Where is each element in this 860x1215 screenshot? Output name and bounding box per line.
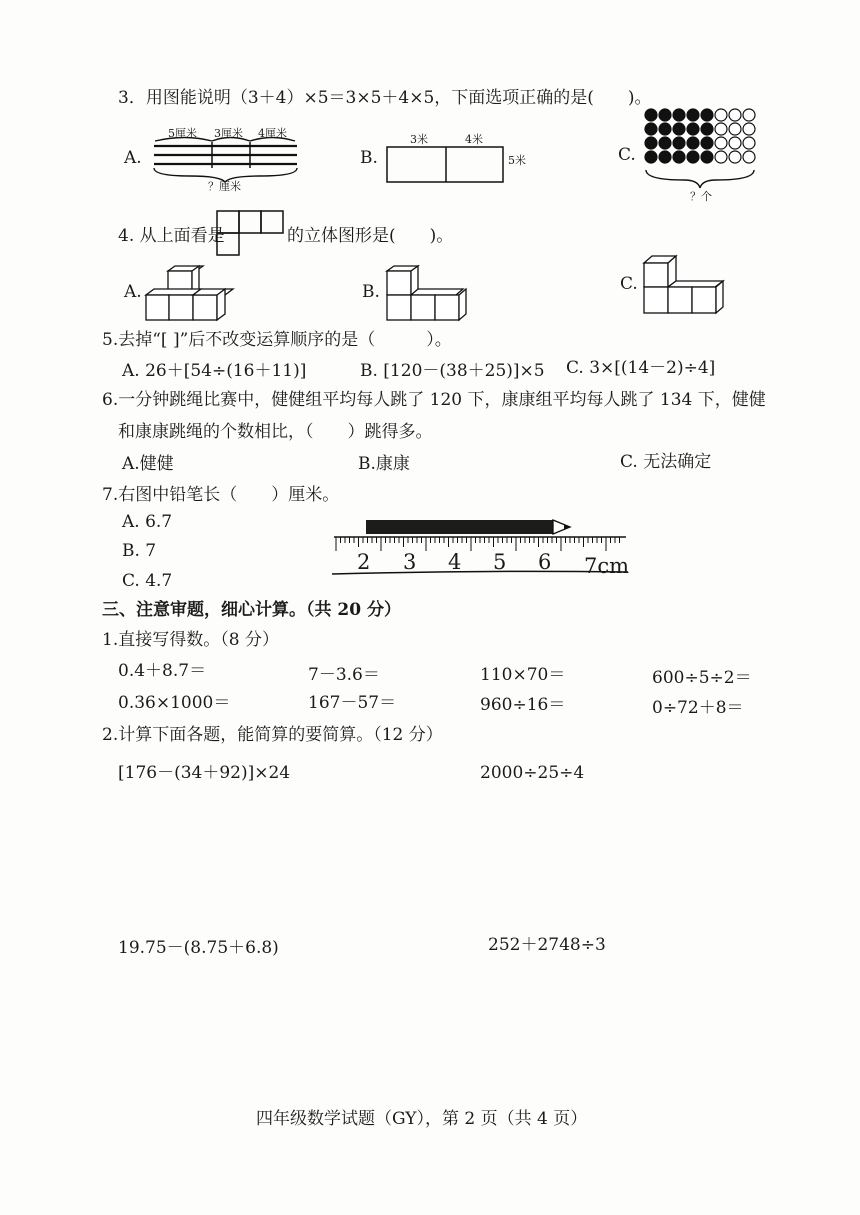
page-footer: 四年级数学试题（GY），第 2 页（共 4 页） xyxy=(256,1109,588,1129)
q3-option-b-rectangle xyxy=(386,146,506,186)
filled-dot xyxy=(659,123,671,135)
filled-dot xyxy=(687,123,699,135)
q4-option-c-letter: C. xyxy=(620,274,638,294)
calc-problem: 19.75－(8.75＋6.8) xyxy=(118,938,279,958)
filled-dot xyxy=(659,151,671,163)
filled-dot xyxy=(645,137,657,149)
filled-dot xyxy=(701,109,713,121)
q3-b-h: 5米 xyxy=(508,154,526,167)
empty-dot xyxy=(743,137,755,149)
filled-dot xyxy=(701,151,713,163)
q3-stem: 3．用图能说明（3＋4）×5＝3×5＋4×5，下面选项正确的是( )。 xyxy=(118,88,652,108)
q4-option-c-cubes xyxy=(643,255,733,320)
ruler-label-2: 2 xyxy=(357,550,371,574)
q6-line1: 6.一分钟跳绳比赛中，健健组平均每人跳了 120 下，康康组平均每人跳了 134 下，健健 xyxy=(102,390,766,410)
ruler-label-6: 6 xyxy=(538,550,552,574)
q3-option-c-dot-array xyxy=(644,108,764,203)
q4-stem-pre: 4. 从上面看是 xyxy=(118,226,225,246)
filled-dot xyxy=(673,123,685,135)
filled-dot xyxy=(687,109,699,121)
q4-option-b-cubes xyxy=(386,265,476,325)
empty-dot xyxy=(729,137,741,149)
empty-dot xyxy=(743,109,755,121)
q7-option-a: A. 6.7 xyxy=(122,512,173,532)
calc-item: 0.4＋8.7＝ xyxy=(118,661,207,681)
empty-dot xyxy=(715,137,727,149)
q5-option-c: C. 3×[(14－2)÷4] xyxy=(566,358,716,378)
empty-dot xyxy=(729,109,741,121)
section-3-part1-title: 1.直接写得数。（8 分） xyxy=(102,630,279,650)
filled-dot xyxy=(659,109,671,121)
pencil-body xyxy=(366,520,553,534)
q6-option-b: B.康康 xyxy=(358,454,410,474)
filled-dot xyxy=(701,123,713,135)
ruler-label-3: 3 xyxy=(403,550,417,574)
calc-problem: 2000÷25÷4 xyxy=(480,763,585,783)
filled-dot xyxy=(645,109,657,121)
q3-option-a-letter: A. xyxy=(124,148,142,168)
ruler-label-7cm: 7cm xyxy=(584,554,630,578)
calc-problem: [176－(34＋92)]×24 xyxy=(118,763,291,783)
q7-stem: 7.右图中铅笔长（ ）厘米。 xyxy=(102,485,340,505)
filled-dot xyxy=(687,137,699,149)
q3-c-total: ？个 xyxy=(690,190,712,203)
q3-a-total: ？厘米 xyxy=(208,180,241,193)
calc-item: 0÷72＋8＝ xyxy=(652,698,744,718)
q5-stem: 5.去掉“[ ]”后不改变运算顺序的是（ ）。 xyxy=(102,330,452,350)
filled-dot xyxy=(645,123,657,135)
q6-option-c: C. 无法确定 xyxy=(620,452,712,472)
empty-dot xyxy=(743,151,755,163)
q3-a-seg1: 5厘米 xyxy=(168,127,197,140)
filled-dot xyxy=(673,137,685,149)
empty-dot xyxy=(715,151,727,163)
calc-item: 110×70＝ xyxy=(480,665,566,685)
filled-dot xyxy=(645,151,657,163)
q4-stem-post: 的立体图形是( )。 xyxy=(287,226,454,246)
q5-option-a: A. 26＋[54÷(16＋11)] xyxy=(122,361,307,381)
filled-dot xyxy=(673,151,685,163)
empty-dot xyxy=(715,109,727,121)
filled-dot xyxy=(687,151,699,163)
calc-problem: 252＋2748÷3 xyxy=(488,935,606,955)
q3-a-seg2: 3厘米 xyxy=(214,127,243,140)
filled-dot xyxy=(673,109,685,121)
filled-dot xyxy=(701,137,713,149)
q4-option-a-cubes xyxy=(145,265,235,325)
q7-option-c: C. 4.7 xyxy=(122,571,173,591)
q4-top-view-figure xyxy=(216,210,286,260)
empty-dot xyxy=(729,151,741,163)
section-3-part2-title: 2.计算下面各题，能简算的要简算。（12 分） xyxy=(102,725,443,745)
q5-option-b: B. [120－(38＋25)]×5 xyxy=(360,361,545,381)
q3-option-b-letter: B. xyxy=(360,148,378,168)
calc-item: 960÷16＝ xyxy=(480,695,566,715)
q3-option-c-letter: C. xyxy=(618,145,636,165)
q4-option-a-letter: A. xyxy=(124,282,142,302)
q7-option-b: B. 7 xyxy=(122,541,157,561)
q6-line2: 和康康跳绳的个数相比，（ ）跳得多。 xyxy=(118,422,433,442)
q6-option-a: A.健健 xyxy=(122,454,174,474)
ruler-label-5: 5 xyxy=(493,550,507,574)
empty-dot xyxy=(729,123,741,135)
q3-a-seg3: 4厘米 xyxy=(258,127,287,140)
filled-dot xyxy=(659,137,671,149)
q3-b-w2: 4米 xyxy=(465,133,483,146)
calc-item: 7－3.6＝ xyxy=(308,665,380,685)
calc-item: 600÷5÷2＝ xyxy=(652,668,752,688)
brace xyxy=(646,170,754,188)
calc-item: 0.36×1000＝ xyxy=(118,693,231,713)
empty-dot xyxy=(743,123,755,135)
calc-item: 167－57＝ xyxy=(308,693,397,713)
section-3-title: 三、注意审题，细心计算。（共 20 分） xyxy=(102,600,401,620)
q3-b-w1: 3米 xyxy=(410,133,428,146)
empty-dot xyxy=(715,123,727,135)
q4-option-b-letter: B. xyxy=(362,282,380,302)
ruler-label-4: 4 xyxy=(448,550,462,574)
